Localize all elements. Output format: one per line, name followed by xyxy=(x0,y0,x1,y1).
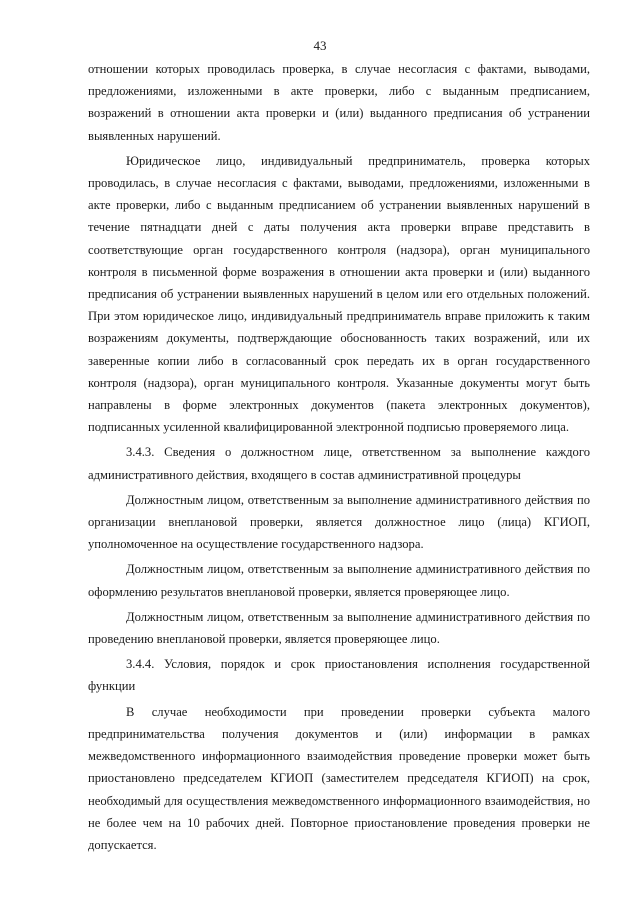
paragraph-responsible-organization: Должностным лицом, ответственным за выполнение административного действия по организации внеплановой проверки, является должностное лицо (лица) КГИОП, уполномоченное на осуществление государственного надзора. xyxy=(88,492,590,552)
section-heading-3-4-3: 3.4.3. Сведения о должностном лице, ответственном за выполнение каждого административного действия, входящего в состав административной процедуры xyxy=(88,445,590,482)
paragraph-continuation: отношении которых проводилась проверка, в случае несогласия с фактами, выводами, предложениями, изложенными в акте проверки, либо с выданным предписанием, возражений в отношении акта проверки и (или) выданного предписания об устранении выявленных нарушений. xyxy=(88,62,590,143)
paragraph-responsible-results: Должностным лицом, ответственным за выполнение административного действия по оформлению результатов внеплановой проверки, является проверяющее лицо. xyxy=(88,562,590,599)
page-number: 43 xyxy=(313,38,327,53)
paragraph-responsible-conduct: Должностным лицом, ответственным за выполнение административного действия по проведению внеплановой проверки, является проверяющее лицо. xyxy=(88,609,590,647)
section-heading-3-4-4: 3.4.4. Условия, порядок и срок приостановления исполнения государственной функции xyxy=(88,657,590,694)
paragraph-objections: Юридическое лицо, индивидуальный предприниматель, проверка которых проводилась, в случае несогласия с фактами, выводами, предложениями, изложенными в акте проверки, либо с выданным предписанием об устранении выявленных нарушений в течение пятнадцати дней с даты получения акта проверки вправе представить в соответствующие орган государственного контроля (надзора), орган муниципального контроля в письменной форме возражения в отношении акта проверки и (или) выданного предписания об устранении выявленных нарушений в целом или его отдельных положений. При этом юридическое лицо, индивидуальный предприниматель вправе приложить к таким возражениям документы, подтверждающие обоснованность таких возражений, или их заверенные копии либо в согласованный срок передать их в орган государственного контроля (надзора), орган муниципального контроля. Указанные документы могут быть направлены в форме электронных документов (пакета электронных документов), подписанных усиленной квалифицированной электронной подписью проверяемого лица. xyxy=(88,153,590,435)
paragraph-suspension: В случае необходимости при проведении проверки субъекта малого предпринимательства получения документов и (или) информации в рамках межведомственного информационного взаимодействия проведение проверки может быть приостановлено председателем КГИОП (заместителем председателя КГИОП) на срок, необходимый для осуществления межведомственного информационного взаимодействия, но не более чем на 10 рабочих дней. Повторное приостановление проведения проверки не допускается. xyxy=(88,704,590,852)
page-body xyxy=(88,58,590,856)
